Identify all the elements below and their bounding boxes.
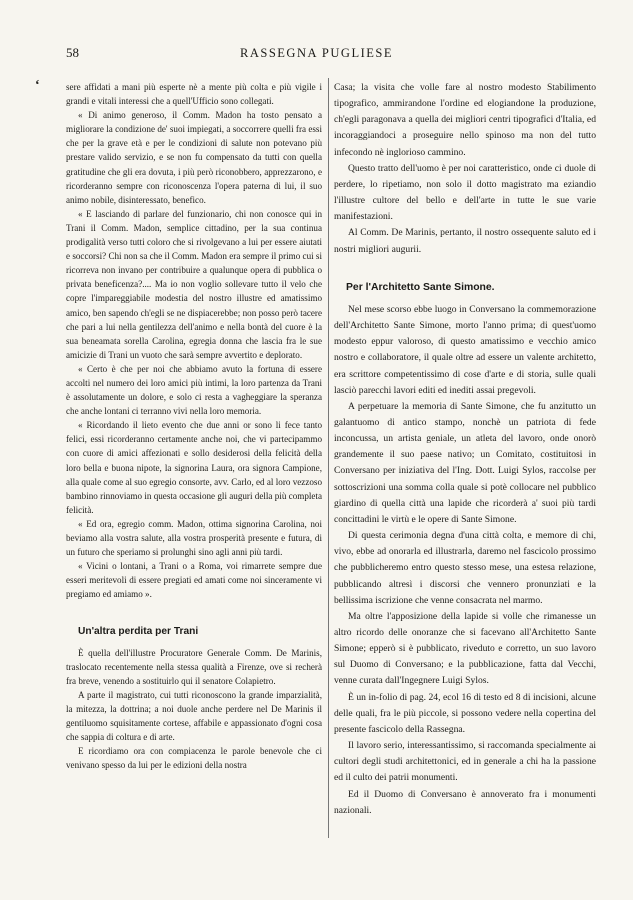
paragraph: « Ed ora, egregio comm. Madon, ottima signorina Carolina, noi beviamo alla vostra salute, alla vostra prosperità presente e futura, di un futuro che speriamo si prolunghi sino agli anni più tardi. [66, 518, 322, 558]
paragraph: Ma oltre l'apposizione della lapide si volle che rimanesse un altro ricordo delle onoranze che si facevano all'Architetto Sante Simone; epperò si è pubblicato, riveduto e corretto, un suo lavoro sul Duomo di Conversano; e la pubblicazione, fatta dal Vecchi, venne curata dall'Ingegnere Luigi Sylos. [334, 610, 596, 687]
paragraph: Al Comm. De Marinis, pertanto, il nostro ossequente saluto ed i nostri migliori augurii. [334, 227, 596, 255]
section-heading: Per l'Architetto Sante Simone. [346, 281, 495, 293]
column-divider [328, 78, 329, 838]
paragraph: Di questa cerimonia degna d'una città colta, e memore di chi, vivo, ebbe ad onorarla ed illustrarla, daremo nel fascicolo prossimo che pubblicheremo entro questo stesso mese, una estesa relazione, pubblicando altresì i discorsi che vennero pronunziati e la bellissima iscrizione che venne consacrata nel marmo. [334, 530, 596, 606]
right-column [334, 80, 596, 819]
left-column [66, 80, 322, 772]
paragraph: È quella dell'illustre Procuratore Generale Comm. De Marinis, traslocato recentemente nella stessa qualità a Firenze, ove si recherà fra breve, venendo a sostituirlo qui il senatore Colapietro. [66, 647, 322, 686]
paragraph: È un in-folio di pag. 24, ecol 16 di testo ed 8 di incisioni, alcune delle quali, fra le più piccole, si possono vedere nella copertina del presente fascicolo della Rassegna. [334, 691, 596, 735]
paragraph: Casa; la visita che volle fare al nostro modesto Stabilimento tipografico, ammirandone l'ordine ed elogiandone la produzione, ch'egli paragonava a quella dei migliori centri tipografici d'Italia, ed incoraggiandoci a proseguire nello spinoso ma non del tutto infecondo nè inglorioso cammino. [334, 82, 596, 158]
section-heading: Un'altra perdita per Trani [78, 626, 199, 638]
paragraph: A perpetuare la memoria di Sante Simone, che fu anzitutto un galantuomo di antico stampo, nonchè un patriota di fede inconcussa, un artista geniale, un atleta del lavoro, onde onorò grandemente il suo paese nativo; un Comitato, costituitosi in Conversano per iniziativa del l'Ing. Dott. Luigi Sylos, raccolse per sottoscrizioni una somma colla quale si potè collocare nel pubblico giardino di quella città una lapide che ricorderà a' suoi più tardi concittadini le virtù e le opere di Sante Simone. [334, 400, 596, 525]
paragraph: Questo tratto dell'uomo è per noi caratteristico, onde ci duole di perdere, lo ripetiamo, non solo il dotto magistrato ma eziandio l'illustre cultore del bello e dell'arte in tutte le sue varie manifestazioni. [334, 162, 596, 223]
paragraph: « Certo è che per noi che abbiamo avuto la fortuna di essere accolti nel numero dei loro amici più intimi, la loro partenza da Trani è assolutamente un dolore, e solo ci resta a vagheggiare la speranza che anche lontani ci terranno vivi nella loro memoria. [66, 363, 322, 417]
paragraph: A parte il magistrato, cui tutti riconoscono la grande imparzialità, la mitezza, la dottrina; a noi duole anche perdere nel De Marinis il gentiluomo squisitamente cortese, affabile e appassionato d'ogni cosa che sappia di coltura e di arte. [66, 689, 322, 743]
paragraph: « Di animo generoso, il Comm. Madon ha tosto pensato a migliorare la condizione de' suoi impiegati, a soccorrere quelli fra essi che per la grave età e per le condizioni di salute non potevano più prestare valido servizio, e se non fu compensato da tutti con quella gratitudine che gli era dovuta, i più però riconobbero, apprezzarono, e ricorderanno sempre con riconoscenza l'opera paterna di lui, il suo animo nobile, disinteressato, benefico. [66, 110, 322, 205]
paragraph: sere affidati a mani più esperte nè a mente più colta e più vigile i grandi e vitali interessi che a quell'Ufficio sono collegati. [66, 82, 322, 107]
paragraph: « E lasciando di parlare del funzionario, chi non conosce qui in Trani il Comm. Madon, semplice cittadino, per la sua continua prodigalità verso tutti coloro che si rivolgevano a lui per essere aiutati e soccorsi? Chi non sa che il Comm. Madon era sempre il primo cui si ricorreva non invano per contribuire a qualunque opera di pubblica o privata beneficenza?.... Ma io non voglio sollevare tutto il velo che copre l'impareggiabile modestia del nostro illustre ed amatissimo amico, ben sapendo ch'egli se ne dispiacerebbe; non posso però tacere che pari a lui nella gentilezza dell'animo e nella bontà del cuore è la sua beneamata sorella Carolina, egregia donna che lascia fra le sue amicizie di Trani un vuoto che sarà sempre avvertito e deplorato. [66, 208, 322, 360]
paragraph: Nel mese scorso ebbe luogo in Conversano la commemorazione dell'Architetto Sante Simone, morto l'anno prima; di quest'uomo modesto eppur valoroso, di questo amatissimo e vecchio amico nostro e collaboratore, il quale oltre ad essere un valente architetto, era scrittore competentissimo di cose d'arte e di storia, sulle quali lasciò parecchi lavori editi ed inediti assai pregevoli. [334, 303, 596, 396]
paragraph: Il lavoro serio, interessantissimo, si raccomanda specialmente ai cultori degli studi architettonici, ed in generale a chi ha la passione ed il culto dei patrii monumenti. [334, 740, 596, 784]
margin-mark: ʻ [35, 78, 40, 93]
running-title: RASSEGNA PUGLIESE [240, 46, 393, 60]
paragraph: Ed il Duomo di Conversano è annoverato fra i monumenti nazionali. [334, 788, 596, 816]
paragraph: « Vicini o lontani, a Trani o a Roma, voi rimarrete sempre due esseri meritevoli di essere pregiati ed amati come noi sinceramente vi pregiamo ed amiamo ». [66, 561, 322, 600]
page-number: 58 [66, 45, 79, 60]
paragraph: E ricordiamo ora con compiacenza le parole benevole che ci venivano spesso da lui per le edizioni della nostra [66, 746, 322, 771]
paragraph: « Ricordando il lieto evento che due anni or sono li fece tanto felici, essi ricorderanno certamente anche noi, che vi partecipammo con cuore di amici affezionati e sollo desiderosi della felicità della loro bella e buona nipote, la signorina Laura, ora signora Campione, alla quale come al suo egregio consorte, avv. Carlo, ed al loro vezzoso bambino rinnoviamo in questa occasione gli auguri della più completa felicità. [66, 420, 322, 515]
